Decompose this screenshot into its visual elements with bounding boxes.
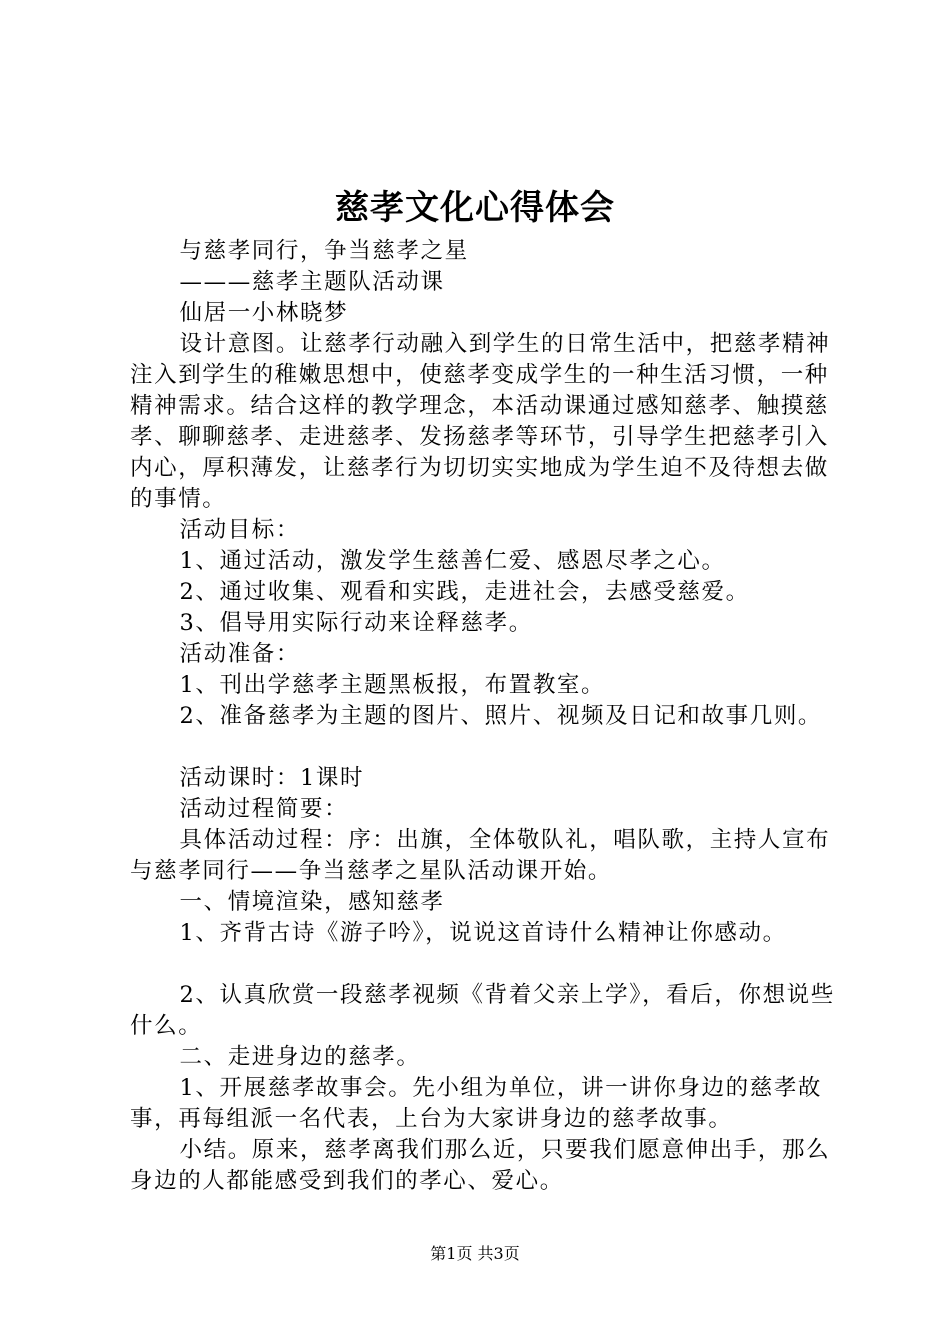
- heading-preparation: 活动准备：: [179, 641, 301, 667]
- goal-item: 2、通过收集、观看和实践，走进社会，去感受慈爱。: [179, 579, 750, 605]
- document-body: [130, 236, 842, 1197]
- heading-process: 活动过程简要：: [179, 796, 349, 822]
- section-item: 2、认真欣赏一段慈孝视频《背着父亲上学》，看后，你想说些什么。: [130, 982, 835, 1039]
- author: 仙居一小林晓梦: [179, 300, 349, 326]
- document-title: 慈孝文化心得体会: [335, 188, 615, 228]
- subtitle-course: ———慈孝主题队活动课: [179, 269, 445, 295]
- preparation-item: 1、刊出学慈孝主题黑板报，布置教室。: [179, 672, 606, 698]
- class-hours: 活动课时：1课时: [179, 765, 365, 791]
- goal-item: 1、通过活动，激发学生慈善仁爱、感恩尽孝之心。: [179, 548, 726, 574]
- preparation-item: 2、准备慈孝为主题的图片、照片、视频及日记和故事几则。: [179, 703, 823, 729]
- subtitle: 与慈孝同行，争当慈孝之星: [179, 238, 469, 264]
- page-footer: 第1页 共3页: [430, 1244, 520, 1263]
- section-heading: 一、情境渲染，感知慈孝: [179, 889, 445, 915]
- section-item: 1、开展慈孝故事会。先小组为单位，讲一讲你身边的慈孝故事，再每组派一名代表，上台为大家讲身边的慈孝故事。: [130, 1075, 823, 1132]
- section-heading: 二、走进身边的慈孝。: [179, 1044, 421, 1070]
- summary-paragraph: 小结。原来，慈孝离我们那么近，只要我们愿意伸出手，那么身边的人都能感受到我们的孝心、爱心。: [130, 1137, 831, 1194]
- paragraph-process: 具体活动过程：序：出旗，全体敬队礼，唱队歌，主持人宣布与慈孝同行——争当慈孝之星队活动课开始。: [130, 827, 831, 884]
- heading-goals: 活动目标：: [179, 517, 301, 543]
- paragraph-design-intent: 设计意图。让慈孝行动融入到学生的日常生活中，把慈孝精神注入到学生的稚嫩思想中，使慈孝变成学生的一种生活习惯，一种精神需求。结合这样的教学理念，本活动课通过感知慈孝、触摸慈孝、聊聊慈孝、走进慈孝、发扬慈孝等环节，引导学生把慈孝引入内心，厚积薄发，让慈孝行为切切实实地成为学生迫不及待想去做的事情。: [130, 331, 831, 512]
- goal-item: 3、倡导用实际行动来诠释慈孝。: [179, 610, 533, 636]
- section-item: 1、齐背古诗《游子吟》，说说这首诗什么精神让你感动。: [179, 920, 787, 946]
